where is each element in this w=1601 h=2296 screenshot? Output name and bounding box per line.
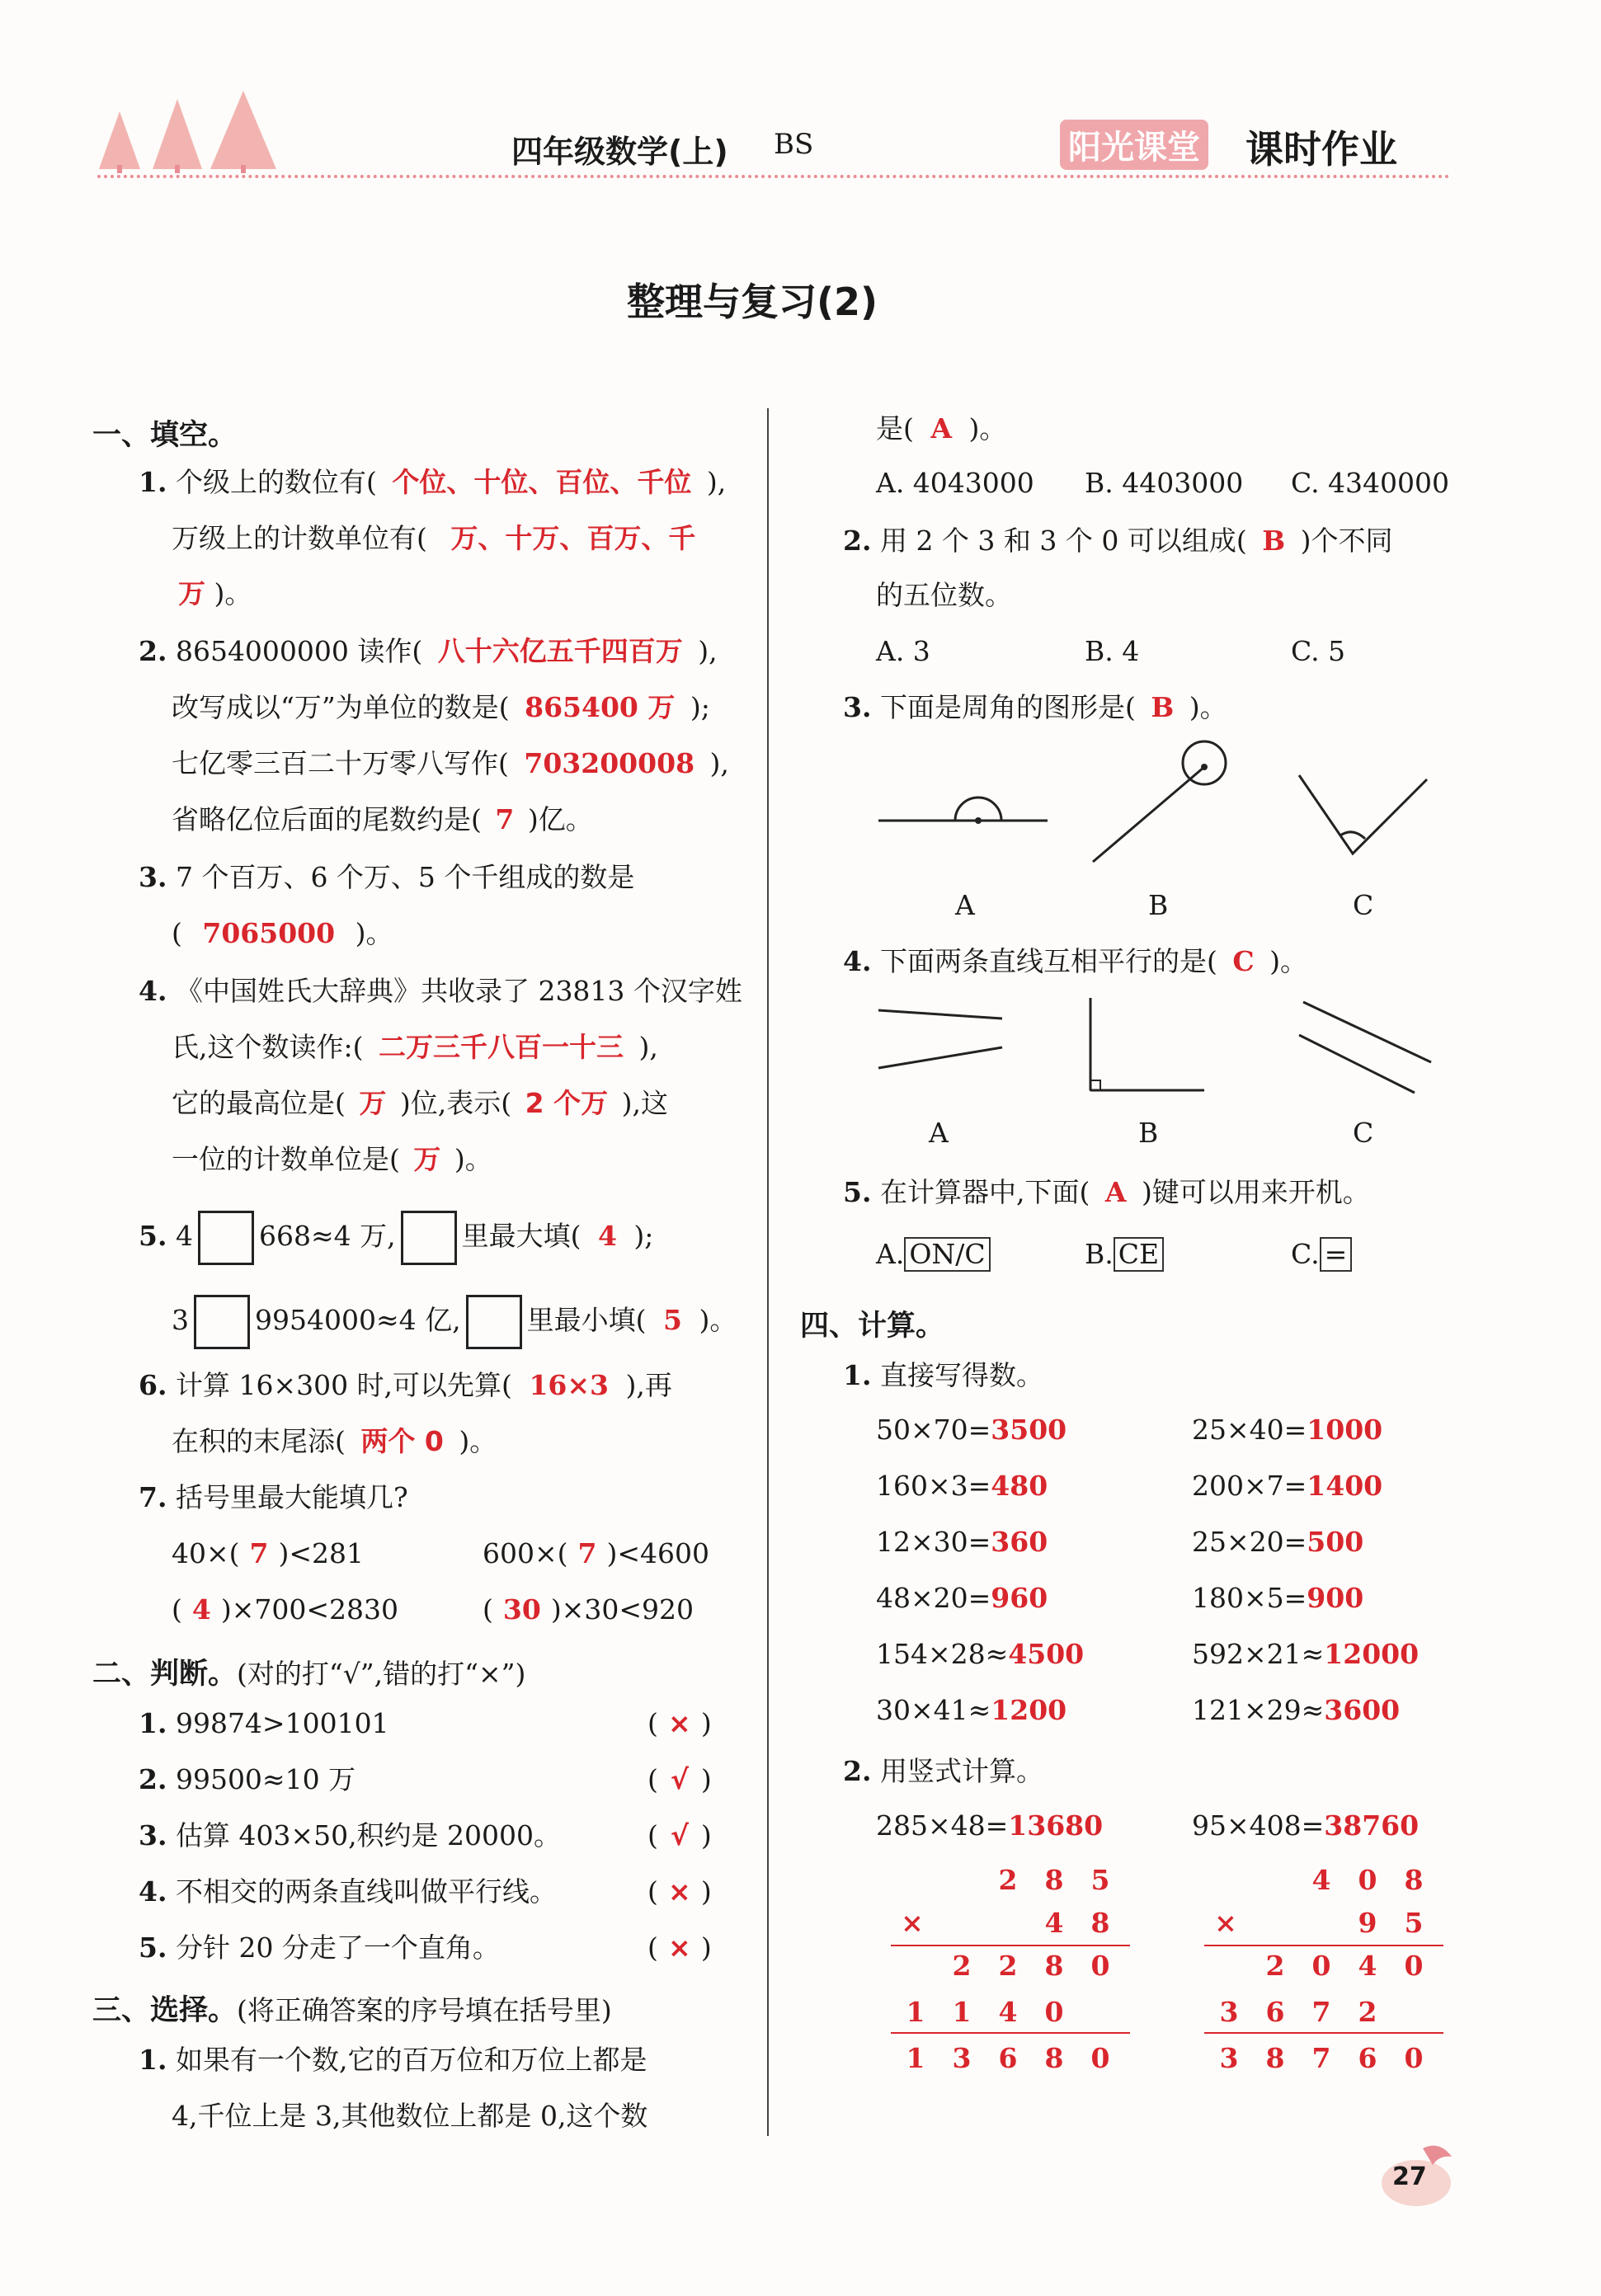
header-edition: BS <box>774 128 814 161</box>
oral-calc-item <box>876 1582 1048 1615</box>
q-text: )。 <box>968 412 1007 445</box>
q-text: 用竖式计算。 <box>879 1755 1043 1787</box>
vertical-digit: 8 <box>1265 2042 1285 2074</box>
key-option-c <box>1291 1237 1352 1272</box>
answer: 7065000 <box>202 917 336 949</box>
oral-calc-item <box>1192 1414 1382 1447</box>
vertical-digit: 9 <box>1358 1907 1377 1939</box>
q-text: 600×( <box>483 1537 568 1569</box>
angle-label-c: C <box>1353 889 1374 921</box>
ce-key: CE <box>1114 1237 1164 1272</box>
q-text: 不相交的两条直线叫做平行线。 <box>175 1875 557 1908</box>
vertical-digit: 4 <box>998 1996 1018 2028</box>
section-title: 四、计算。 <box>800 1309 945 1343</box>
oral-calc-item <box>1192 1694 1400 1727</box>
choice-q5-line1 <box>843 1176 1370 1209</box>
equals-key: = <box>1320 1237 1353 1272</box>
section-title-row <box>92 1988 612 2029</box>
q4-line3 <box>172 1087 668 1120</box>
q-text: ( <box>483 1593 493 1626</box>
oral-calc-item <box>876 1414 1067 1447</box>
oral-calc-item <box>1192 1638 1419 1671</box>
q-text: 分针 20 分走了一个直角。 <box>175 1931 500 1964</box>
q-text: )<4600 <box>606 1537 709 1569</box>
vertical-digit: 1 <box>906 1996 925 2028</box>
section-note: (将正确答案的序号填在括号里) <box>237 1994 612 2026</box>
q5-line2 <box>172 1295 737 1349</box>
key-option-b <box>1085 1237 1164 1272</box>
judge-answer: ( × ) <box>647 1875 712 1908</box>
answer: 3600 <box>1324 1694 1401 1726</box>
q-text: )。 <box>214 577 252 609</box>
answer: A <box>1104 1176 1127 1208</box>
q-number: 3. <box>139 1819 167 1851</box>
q-number: 2. <box>139 1763 167 1795</box>
times-sign: × <box>901 1907 924 1939</box>
vertical-digit: 1 <box>906 2042 925 2074</box>
vertical-digit: 2 <box>952 1950 972 1982</box>
q-text: 8654000000 读作( <box>175 635 423 667</box>
q-number: 6. <box>139 1369 167 1401</box>
answer: 3500 <box>991 1414 1067 1446</box>
answer: 万、十万、百万、千 <box>450 522 696 554</box>
q-text: 计算 16×300 时,可以先算( <box>175 1369 512 1401</box>
q-text: )。 <box>459 1425 497 1457</box>
q-text: 是( <box>876 412 914 445</box>
q-text: 160×3= <box>876 1470 991 1502</box>
q7-expr3 <box>172 1593 398 1626</box>
vertical-digit: 8 <box>1044 1950 1064 1982</box>
answer: 4 <box>191 1593 211 1626</box>
q-text: )。 <box>355 917 393 949</box>
angle-label-a: A <box>955 889 975 921</box>
q-text: )键可以用来开机。 <box>1141 1176 1370 1208</box>
q-text: 万级上的计数单位有( <box>172 522 427 554</box>
q-text: 121×29≈ <box>1192 1694 1325 1726</box>
key-option-a <box>876 1237 991 1272</box>
oral-calc-item <box>876 1526 1048 1559</box>
q-text: ), <box>698 635 718 667</box>
vertical-digit: 8 <box>1090 1907 1110 1939</box>
q-number: 1. <box>139 2044 167 2076</box>
answer: 13680 <box>1008 1809 1104 1842</box>
q-text: ); <box>690 691 710 723</box>
answer: 八十六亿五千四百万 <box>437 635 683 667</box>
choice-q3-line1 <box>843 691 1227 724</box>
judge-answer: ( × ) <box>647 1707 712 1739</box>
answer: 1000 <box>1307 1414 1383 1446</box>
q-text: ), <box>709 747 729 779</box>
line-label-b: B <box>1138 1117 1159 1149</box>
q7-line1 <box>139 1481 408 1514</box>
vertical-digit: 8 <box>1404 1864 1424 1896</box>
answer: 万 <box>359 1087 387 1119</box>
q-number: 3. <box>139 861 167 893</box>
q-number: 4. <box>843 945 872 977</box>
judge-mark: √ <box>670 1763 689 1795</box>
q-text: 40×( <box>172 1537 240 1569</box>
section-note: (对的打“√”,错的打“×”) <box>237 1658 526 1690</box>
choice-q2-line1 <box>843 525 1393 558</box>
page-number: 27 <box>1392 2162 1427 2191</box>
vertical-digit: 5 <box>1404 1907 1424 1939</box>
q-text: 《中国姓氏大辞典》共收录了 23813 个汉字姓 <box>175 975 742 1007</box>
judge-mark: × <box>668 1707 691 1739</box>
line-label-a: A <box>929 1117 949 1149</box>
q-text: 50×70= <box>876 1414 991 1446</box>
q-text: 下面是周角的图形是( <box>879 691 1136 723</box>
q-text: 直接写得数。 <box>879 1359 1043 1391</box>
q-text: 4 <box>175 1220 193 1252</box>
line-a2 <box>878 1047 1002 1068</box>
section-title: 一、填空。 <box>92 418 238 452</box>
answer: 2 个万 <box>525 1087 609 1119</box>
answer: 7 <box>249 1537 269 1569</box>
choice-q4-line1 <box>843 945 1307 978</box>
vertical-digit: 0 <box>1404 1950 1424 1982</box>
q-text: )。 <box>454 1143 492 1175</box>
choice-q1-line3 <box>876 412 1006 445</box>
q4-line2 <box>172 1031 658 1064</box>
q4-line4 <box>172 1143 492 1176</box>
answer: 两个 0 <box>360 1425 444 1457</box>
answer: 900 <box>1307 1582 1364 1614</box>
answer: 38760 <box>1324 1809 1420 1842</box>
q-text: )×30<920 <box>550 1593 694 1626</box>
q-text: 592×21≈ <box>1192 1638 1325 1670</box>
vertex-dot <box>1201 764 1208 770</box>
q-text: ( <box>172 917 182 949</box>
answer: 30 <box>502 1593 541 1626</box>
vertical-digit: 4 <box>1044 1907 1064 1939</box>
q-text: 下面两条直线互相平行的是( <box>879 945 1217 977</box>
line-c1 <box>1303 1002 1431 1062</box>
q1-line1 <box>139 466 726 499</box>
q2-line1 <box>139 635 718 668</box>
q-text: ( <box>172 1593 182 1626</box>
section-title: 三、选择。 <box>92 1993 238 2027</box>
angle-b-ray <box>1093 767 1204 862</box>
q-number: 4. <box>139 975 167 1007</box>
section-title: 二、判断。 <box>92 1657 238 1691</box>
angle-b-arc <box>1183 741 1226 784</box>
q3-line2 <box>172 917 393 950</box>
q4-line1 <box>139 975 742 1008</box>
answer: C <box>1232 945 1255 977</box>
q-text: 3 <box>172 1304 189 1336</box>
judge-item <box>139 1819 561 1852</box>
vertical-digit: 0 <box>1090 2042 1110 2074</box>
answer: 万 <box>178 577 205 609</box>
q6-line1 <box>139 1369 672 1402</box>
q2-line2 <box>172 691 710 724</box>
answer: A <box>930 412 952 445</box>
answer: 5 <box>662 1304 682 1336</box>
q-text: 285×48= <box>876 1809 1009 1842</box>
q-text: )亿。 <box>527 803 593 835</box>
vertical-digit: 2 <box>1358 1996 1377 2028</box>
choice-q1-opt-c: C. 4340000 <box>1291 467 1450 499</box>
q-text: 30×41≈ <box>876 1694 991 1726</box>
vertical-digit: 5 <box>1090 1864 1110 1896</box>
q-number: 1. <box>843 1359 872 1391</box>
oral-calc-item <box>1192 1582 1363 1615</box>
vertical-digit: 3 <box>1219 1996 1239 2028</box>
q-text: 一位的计数单位是( <box>172 1143 400 1175</box>
vertical-digit: 6 <box>1265 1996 1285 2028</box>
oral-calc-item <box>876 1470 1048 1503</box>
q-text: 如果有一个数,它的百万位和万位上都是 <box>175 2044 647 2076</box>
q-text: 氏,这个数读作:( <box>172 1031 364 1063</box>
answer: 万 <box>413 1143 441 1175</box>
q-number: 5. <box>843 1176 872 1208</box>
sum-line <box>891 2032 1130 2034</box>
choice-q1-opt-a: A. 4043000 <box>876 467 1034 499</box>
q-text: 在积的末尾添( <box>172 1425 346 1457</box>
vertical-digit: 8 <box>1044 2042 1064 2074</box>
q-text: 95×408= <box>1192 1809 1325 1842</box>
q-number: 7. <box>139 1481 167 1513</box>
q-text: 省略亿位后面的尾数约是( <box>172 803 482 835</box>
answer: 865400 万 <box>525 691 676 723</box>
calc-q2-line1 <box>843 1755 1043 1788</box>
q7-expr4 <box>483 1593 694 1626</box>
answer: 480 <box>991 1470 1048 1502</box>
q-text: 48×20= <box>876 1582 991 1614</box>
q-text: 12×30= <box>876 1526 991 1558</box>
q-number: 4. <box>139 1875 167 1908</box>
q-text: 7 个百万、6 个万、5 个千组成的数是 <box>175 861 635 893</box>
vertical-digit: 0 <box>1090 1950 1110 1982</box>
right-angle-mark <box>1090 1080 1100 1090</box>
oral-calc-item <box>1192 1526 1363 1559</box>
angle-c-ray <box>1299 775 1427 854</box>
judge-mark: √ <box>670 1819 689 1851</box>
vertex-dot <box>975 817 982 824</box>
q-text: 里最大填( <box>461 1220 582 1252</box>
section-title-row <box>92 1651 525 1692</box>
q-text: ), <box>638 1031 658 1063</box>
answer: B <box>1151 691 1175 723</box>
oral-calc-item <box>1192 1470 1382 1503</box>
answer: 703200008 <box>524 747 695 779</box>
vertical-problem-2 <box>1192 1809 1419 1842</box>
answer: 360 <box>991 1526 1048 1558</box>
angle-a-arc <box>955 797 1001 821</box>
q-text: 七亿零三百二十万零八写作( <box>172 747 509 779</box>
page-title: 整理与复习(2) <box>627 280 878 324</box>
q-number: 2. <box>843 525 872 557</box>
oral-calc-item <box>876 1694 1067 1727</box>
angle-label-b: B <box>1148 889 1169 921</box>
q-text: 25×20= <box>1192 1526 1307 1558</box>
header-brand: 阳光课堂 <box>1060 120 1208 170</box>
q-text: 25×40= <box>1192 1414 1307 1446</box>
line-c2 <box>1299 1035 1415 1093</box>
answer: 7 <box>577 1537 597 1569</box>
answer: 500 <box>1307 1526 1364 1558</box>
q-text: 括号里最大能填几? <box>175 1481 408 1513</box>
blank-box <box>194 1295 250 1349</box>
q-text: )×700<2830 <box>220 1593 398 1626</box>
sum-line <box>891 1945 1130 1946</box>
vertical-digit: 3 <box>952 2042 972 2074</box>
answer: 7 <box>495 803 515 835</box>
line-a1 <box>878 1010 1002 1019</box>
answer: 个位、十位、百位、千位 <box>392 466 692 498</box>
sum-line <box>1204 1945 1443 1946</box>
judge-mark: × <box>668 1931 691 1964</box>
q-number: 2. <box>843 1755 872 1787</box>
oral-calc-item <box>876 1638 1084 1671</box>
q-text: 用 2 个 3 和 3 个 0 可以组成( <box>879 525 1247 557</box>
answer: 4500 <box>1008 1638 1085 1670</box>
header-divider <box>97 175 1450 178</box>
pine-trees-icon <box>95 87 293 173</box>
q-number: 3. <box>843 691 872 723</box>
choice-q2-opt-a: A. 3 <box>876 635 930 667</box>
blank-box <box>401 1211 457 1265</box>
q-text: 在计算器中,下面( <box>879 1176 1090 1208</box>
q-text: ),再 <box>625 1369 672 1401</box>
q-number: 1. <box>139 1707 167 1739</box>
q-text: ),这 <box>621 1087 668 1119</box>
q-text: )个不同 <box>1300 525 1393 557</box>
q-text: )<281 <box>278 1537 365 1569</box>
q-text: 668≈4 万, <box>258 1220 396 1252</box>
column-divider <box>767 408 769 2136</box>
judge-answer: ( √ ) <box>647 1763 712 1795</box>
vertical-digit: 7 <box>1311 2042 1331 2074</box>
option-letter: B. <box>1085 1238 1114 1270</box>
option-letter: A. <box>876 1238 905 1270</box>
times-sign: × <box>1214 1907 1237 1939</box>
vertical-digit: 0 <box>1358 1864 1377 1896</box>
vertical-digit: 0 <box>1044 1996 1064 2028</box>
q-text: 估算 403×50,积约是 20000。 <box>175 1819 562 1851</box>
vertical-digit: 0 <box>1404 2042 1424 2074</box>
blank-box <box>466 1295 522 1349</box>
q-text: 180×5= <box>1192 1582 1307 1614</box>
q-text: 个级上的数位有( <box>175 466 377 498</box>
q2-line4 <box>172 803 593 836</box>
vertical-digit: 2 <box>1265 1950 1285 1982</box>
vertical-problem-1 <box>876 1809 1103 1842</box>
judge-mark: × <box>668 1875 691 1908</box>
vertical-digit: 4 <box>1358 1950 1377 1982</box>
vertical-digit: 2 <box>998 1950 1018 1982</box>
answer: 16×3 <box>529 1369 609 1401</box>
choice-q1-opt-b: B. 4403000 <box>1085 467 1244 499</box>
q-text: 它的最高位是( <box>172 1087 346 1119</box>
line-label-c: C <box>1353 1117 1374 1149</box>
q-text: )。 <box>699 1304 737 1336</box>
q1-line2 <box>172 522 695 555</box>
q-text: 9954000≈4 亿, <box>255 1304 461 1336</box>
choice-q2-line2: 的五位数。 <box>876 579 1012 611</box>
choice-q1-line2 <box>172 2100 647 2133</box>
q-number: 2. <box>139 635 167 667</box>
answer: 12000 <box>1324 1638 1420 1670</box>
vertical-digit: 1 <box>952 1996 972 2028</box>
sum-line <box>1204 2032 1443 2034</box>
header-series: 课时作业 <box>1245 127 1397 172</box>
q-number: 1. <box>139 466 167 498</box>
q6-line2 <box>172 1425 497 1458</box>
on-c-key: ON/C <box>904 1237 990 1272</box>
header-grade: 四年级数学(上) <box>511 134 728 170</box>
vertical-digit: 6 <box>1358 2042 1377 2074</box>
vertical-digit: 6 <box>998 2042 1018 2074</box>
q-text: ), <box>706 466 727 498</box>
calc-q1-line1 <box>843 1359 1043 1392</box>
angle-c-arc <box>1340 832 1365 839</box>
q-text: 99500≈10 万 <box>175 1763 356 1795</box>
judge-item <box>139 1763 356 1796</box>
answer: 1400 <box>1307 1470 1383 1502</box>
vertical-digit: 4 <box>1311 1864 1331 1896</box>
q-text: 200×7= <box>1192 1470 1307 1502</box>
choice-q1-line1 <box>139 2044 647 2077</box>
angle-figures <box>874 738 1452 887</box>
judge-item <box>139 1707 389 1740</box>
vertical-digit: 0 <box>1311 1950 1331 1982</box>
vertical-digit: 8 <box>1044 1864 1064 1896</box>
choice-q2-opt-c: C. 5 <box>1291 635 1346 667</box>
answer: 4 <box>597 1220 617 1252</box>
q-text: 154×28≈ <box>876 1638 1009 1670</box>
judge-item <box>139 1875 557 1908</box>
judge-answer: ( × ) <box>647 1931 712 1964</box>
q2-line3 <box>172 747 729 780</box>
q7-expr2 <box>483 1537 709 1570</box>
q-text: 4,千位上是 3,其他数位上都是 0,这个数 <box>172 2100 648 2132</box>
q-text: )位,表示( <box>399 1087 512 1119</box>
q-text: )。 <box>1269 945 1307 977</box>
answer: B <box>1262 525 1286 557</box>
judge-item <box>139 1931 500 1964</box>
answer: 二万三千八百一十三 <box>378 1031 624 1063</box>
vertical-digit: 2 <box>998 1864 1018 1896</box>
line-pair-figures <box>874 990 1452 1105</box>
q-number: 5. <box>139 1931 167 1964</box>
q7-expr1 <box>172 1537 364 1570</box>
answer: 1200 <box>991 1694 1067 1726</box>
q5-line1 <box>139 1211 653 1265</box>
choice-q2-opt-b: B. 4 <box>1085 635 1140 667</box>
q-number: 5. <box>139 1220 167 1252</box>
q-text: ); <box>633 1220 654 1252</box>
q-text: 改写成以“万”为单位的数是( <box>172 691 510 723</box>
blank-box <box>198 1211 254 1265</box>
option-letter: C. <box>1291 1238 1320 1270</box>
answer: 960 <box>991 1582 1048 1614</box>
judge-answer: ( √ ) <box>647 1819 712 1851</box>
q-text: )。 <box>1189 691 1227 723</box>
vertical-digit: 7 <box>1311 1996 1331 2028</box>
q3-line1 <box>139 861 634 894</box>
q-text: 里最小填( <box>526 1304 647 1336</box>
q1-line3 <box>172 577 252 610</box>
q-text: 99874>100101 <box>175 1707 389 1739</box>
vertical-digit: 3 <box>1219 2042 1239 2074</box>
